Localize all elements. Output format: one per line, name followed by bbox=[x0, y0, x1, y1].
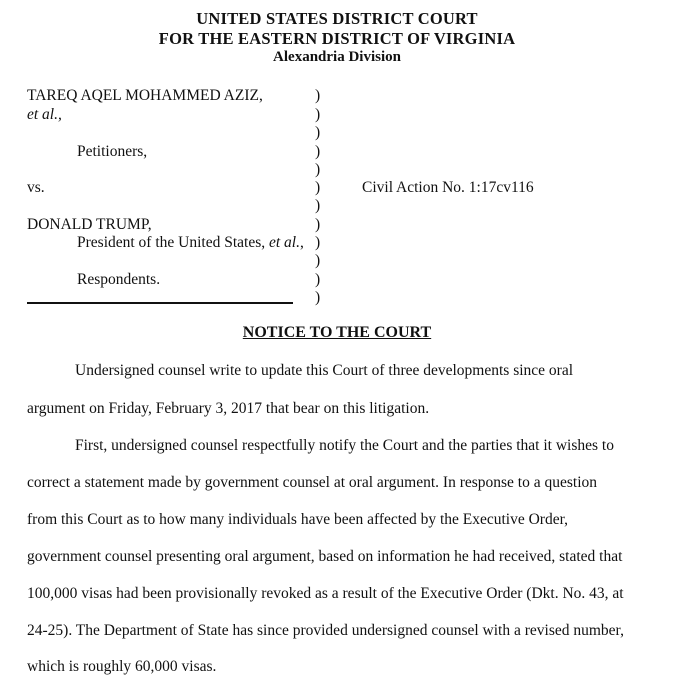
body-line: correct a statement made by government counsel at oral argument. In response to a question bbox=[27, 474, 598, 491]
caption-underline bbox=[27, 302, 293, 304]
court-name-heading: UNITED STATES DISTRICT COURT bbox=[196, 9, 478, 28]
petitioners-label: Petitioners, bbox=[77, 143, 148, 160]
petitioner-name: TAREQ AQEL MOHAMMED AZIZ, bbox=[27, 87, 263, 104]
notice-title: NOTICE TO THE COURT bbox=[242, 324, 432, 341]
body-line: argument on Friday, February 3, 2017 that bear on this litigation. bbox=[27, 400, 430, 417]
paren: ) bbox=[315, 197, 321, 214]
civil-action-number: Civil Action No. 1:17cv116 bbox=[362, 179, 534, 196]
district-heading: FOR THE EASTERN DISTRICT OF VIRGINIA bbox=[158, 29, 516, 48]
paren: ) bbox=[315, 289, 321, 306]
body-line: First, undersigned counsel respectfully notify the Court and the parties that it wishes to bbox=[75, 437, 614, 454]
paren: ) bbox=[315, 252, 321, 269]
paren: ) bbox=[315, 216, 321, 233]
paren: ) bbox=[315, 179, 321, 196]
respondent-name: DONALD TRUMP, bbox=[27, 216, 152, 233]
paren: ) bbox=[315, 87, 321, 104]
respondents-label: Respondents. bbox=[77, 271, 161, 288]
body-line: which is roughly 60,000 visas. bbox=[27, 658, 217, 675]
paren: ) bbox=[315, 271, 321, 288]
body-line: from this Court as to how many individuals have been affected by the Executive Order, bbox=[27, 511, 569, 528]
paren: ) bbox=[315, 234, 321, 251]
paren: ) bbox=[315, 143, 321, 160]
body-line: 24-25). The Department of State has since provided undersigned counsel with a revised number, bbox=[27, 622, 624, 639]
paren: ) bbox=[315, 124, 321, 141]
paren: ) bbox=[315, 161, 321, 178]
versus-label: vs. bbox=[27, 179, 45, 196]
respondent-title-text: President of the United States, bbox=[77, 234, 269, 251]
body-line: Undersigned counsel write to update this Court of three developments since oral bbox=[75, 362, 574, 379]
respondent-comma: , bbox=[300, 234, 304, 251]
body-line: government counsel presenting oral argument, based on information he had received, stated that bbox=[27, 548, 623, 565]
paren: ) bbox=[315, 106, 321, 123]
division-heading: Alexandria Division bbox=[273, 49, 401, 65]
body-line: 100,000 visas had been provisionally revoked as a result of the Executive Order (Dkt. No. 43, at bbox=[27, 585, 624, 602]
respondent-etal: et al. bbox=[269, 234, 300, 251]
petitioner-etal: et al., bbox=[27, 106, 62, 123]
respondent-title bbox=[77, 234, 304, 252]
